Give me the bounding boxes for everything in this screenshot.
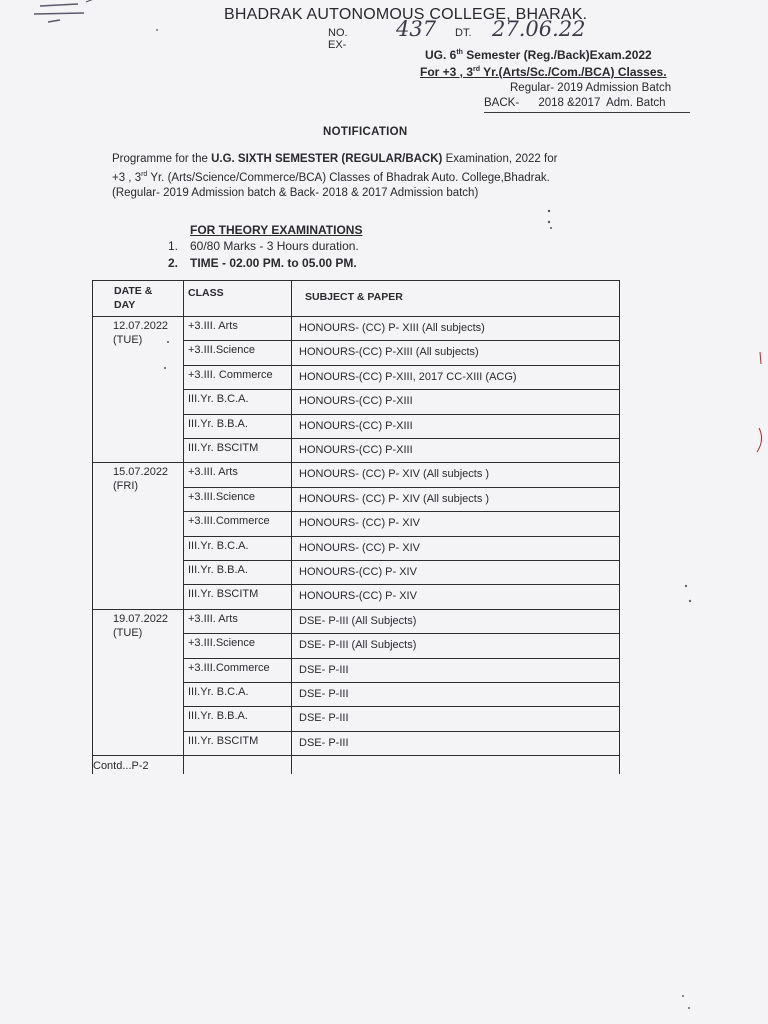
table-border-right bbox=[619, 280, 620, 774]
class-cell: +3.III. Arts bbox=[188, 466, 238, 479]
row-divider bbox=[183, 536, 620, 537]
subject-cell: DSE- P-III bbox=[299, 736, 349, 749]
date-cell: 19.07.2022 bbox=[113, 612, 169, 625]
subject-cell: HONOURS- (CC) P- XIV (All subjects ) bbox=[299, 468, 490, 481]
row-divider bbox=[183, 731, 620, 732]
subject-cell: HONOURS-(CC) P- XIV bbox=[299, 566, 417, 578]
row-divider bbox=[183, 487, 620, 488]
table-border-left bbox=[92, 280, 93, 774]
red-pen-mark bbox=[757, 428, 762, 452]
class-cell: III.Yr. B.B.A. bbox=[188, 710, 248, 723]
class-cell: III.Yr. B.B.A. bbox=[188, 417, 248, 430]
class-cell: III.Yr. BSCITM bbox=[188, 442, 259, 454]
class-cell: +3.III. Commerce bbox=[188, 368, 273, 381]
group-divider bbox=[92, 462, 620, 463]
subject-cell: HONOURS- (CC) P- XIV (All subjects ) bbox=[299, 492, 490, 505]
college-name: BHADRAK AUTONOMOUS COLLEGE, BHARAK. bbox=[224, 6, 588, 23]
corner-pen-scribble bbox=[34, 4, 84, 22]
class-cell: III.Yr. BSCITM bbox=[188, 588, 259, 601]
subject-cell: HONOURS- (CC) P- XIV bbox=[299, 517, 420, 530]
table-border-top bbox=[92, 280, 620, 281]
class-cell: III.Yr. B.B.A. bbox=[188, 564, 248, 576]
class-cell: +3.III.Commerce bbox=[188, 515, 270, 528]
column-divider-class bbox=[183, 280, 184, 774]
subject-cell: HONOURS-(CC) P-XIII (All subjects) bbox=[299, 346, 479, 359]
header-subject: SUBJECT & PAPER bbox=[305, 291, 403, 303]
class-cell: +3.III.Science bbox=[188, 344, 255, 357]
ref-no-label: NO. EX- bbox=[328, 27, 348, 51]
class-cell: III.Yr. B.C.A. bbox=[188, 393, 249, 406]
subject-cell: DSE- P-III (All Subjects) bbox=[299, 639, 417, 652]
subject-cell: HONOURS-(CC) P- XIV bbox=[299, 590, 417, 603]
class-cell: +3.III. Arts bbox=[188, 320, 238, 332]
header-date: DATE & bbox=[114, 285, 153, 297]
class-cell: III.Yr. BSCITM bbox=[188, 734, 259, 747]
subject-cell: DSE- P-III bbox=[299, 712, 349, 725]
class-cell: +3.III.Science bbox=[188, 637, 255, 650]
header-class: CLASS bbox=[188, 287, 224, 299]
subject-cell: DSE- P-III bbox=[299, 688, 349, 700]
day-cell: (FRI) bbox=[113, 480, 139, 493]
theory-heading: FOR THEORY EXAMINATIONS bbox=[190, 223, 363, 237]
exam-schedule-table bbox=[92, 280, 620, 774]
subject-cell: HONOURS- (CC) P- XIII (All subjects) bbox=[299, 322, 485, 334]
header-day: DAY bbox=[114, 299, 136, 311]
subject-cell: HONOURS-(CC) P-XIII bbox=[299, 444, 413, 456]
class-cell: III.Yr. B.C.A. bbox=[188, 539, 249, 552]
column-divider-subject bbox=[291, 280, 292, 774]
row-divider bbox=[183, 584, 620, 585]
date-cell: 15.07.2022 bbox=[113, 466, 169, 479]
class-cell: +3.III.Science bbox=[188, 490, 255, 503]
row-divider bbox=[183, 511, 620, 512]
row-divider bbox=[183, 389, 620, 390]
back-batch-underline bbox=[484, 112, 690, 113]
row-divider bbox=[183, 560, 620, 561]
paragraph-line-3: (Regular- 2019 Admission batch & Back- 2018 & 2017 Admission batch) bbox=[112, 186, 479, 199]
ref-no-value: 437 bbox=[396, 17, 437, 41]
theory-point: 2. TIME - 02.00 PM. to 05.00 PM. bbox=[168, 256, 357, 270]
row-divider bbox=[183, 633, 620, 634]
day-cell: (TUE) bbox=[113, 626, 143, 639]
date-cell: 12.07.2022 bbox=[113, 320, 169, 332]
row-divider bbox=[183, 658, 620, 659]
header-divider bbox=[92, 316, 620, 317]
subject-cell: HONOURS-(CC) P-XIII bbox=[299, 419, 413, 432]
row-divider bbox=[183, 340, 620, 341]
subject-cell: DSE- P-III (All Subjects) bbox=[299, 614, 417, 627]
row-divider bbox=[183, 706, 620, 707]
subject-cell: DSE- P-III bbox=[299, 663, 349, 676]
classes-line: For +3 , 3rd Yr.(Arts/Sc./Com./BCA) Classes. bbox=[420, 65, 667, 79]
paragraph-line-1: Programme for the U.G. SIXTH SEMESTER (REGULAR/BACK) Examination, 2022 for bbox=[112, 153, 558, 165]
row-divider bbox=[183, 438, 620, 439]
programme-paragraph bbox=[112, 152, 632, 201]
group-divider bbox=[92, 755, 620, 756]
ref-date-label: DT. bbox=[455, 27, 472, 39]
class-cell: III.Yr. B.C.A. bbox=[188, 686, 249, 698]
subject-cell: HONOURS-(CC) P-XIII, 2017 CC-XIII (ACG) bbox=[299, 370, 517, 383]
regular-batch: Regular- 2019 Admission Batch bbox=[510, 82, 672, 94]
back-batch: BACK- 2018 &2017 Adm. Batch bbox=[484, 97, 666, 109]
exam-title: UG. 6th Semester (Reg./Back)Exam.2022 bbox=[425, 48, 652, 62]
row-divider bbox=[183, 365, 620, 366]
notification-title: NOTIFICATION bbox=[323, 126, 408, 138]
ref-date-value: 27.06.22 bbox=[492, 17, 586, 41]
subject-cell: HONOURS-(CC) P-XIII bbox=[299, 395, 413, 408]
group-divider bbox=[92, 609, 620, 610]
theory-point: 1. 60/80 Marks - 3 Hours duration. bbox=[168, 239, 359, 253]
subject-cell: HONOURS- (CC) P- XIV bbox=[299, 541, 420, 554]
class-cell: +3.III.Commerce bbox=[188, 661, 270, 674]
class-cell: +3.III. Arts bbox=[188, 612, 238, 625]
row-divider bbox=[183, 414, 620, 415]
continued-note: Contd...P-2 bbox=[93, 760, 149, 772]
paragraph-line-2: +3 , 3rd Yr. (Arts/Science/Commerce/BCA) Classes of Bhadrak Auto. College,Bhadrak. bbox=[112, 171, 550, 184]
day-cell: (TUE) bbox=[113, 334, 143, 346]
row-divider bbox=[183, 682, 620, 683]
